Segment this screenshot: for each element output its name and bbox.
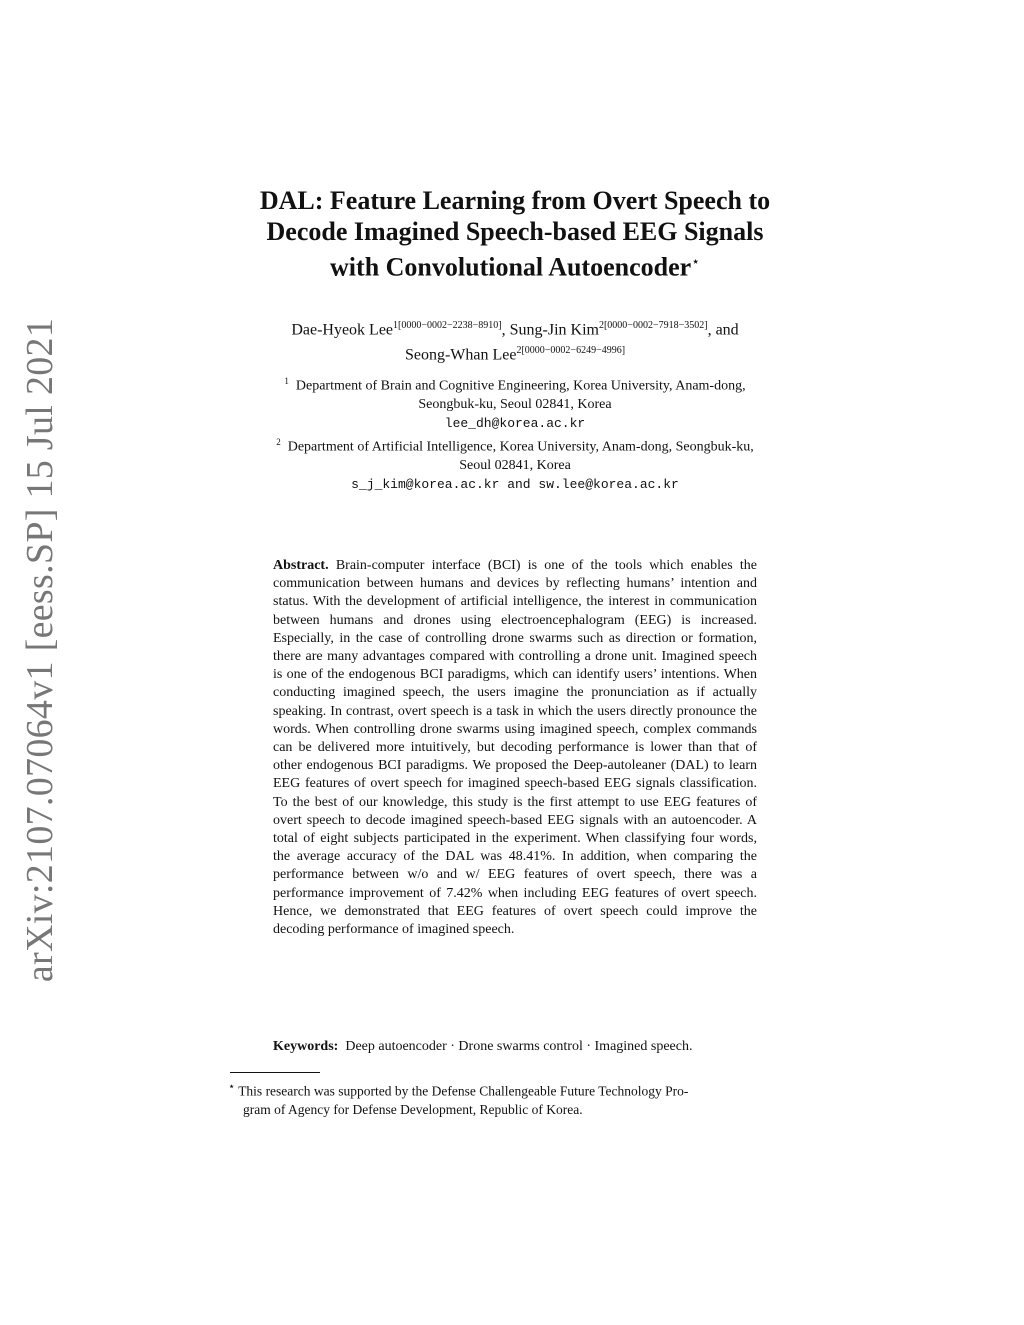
footnote-mark: ⋆ bbox=[228, 1081, 236, 1093]
authors-line-1 bbox=[200, 315, 830, 340]
footnote-line-1: This research was supported by the Defense Challengeable Future Technology Pro- bbox=[238, 1083, 689, 1099]
author-3-orcid: 2[0000−0002−6249−4996] bbox=[516, 345, 626, 357]
affiliation-2-line-1 bbox=[215, 433, 815, 457]
author-3-name: Seong-Whan Lee bbox=[404, 346, 517, 364]
title-line-3 bbox=[160, 247, 870, 283]
keywords bbox=[273, 1038, 773, 1056]
keywords-text: Deep autoencoder · Drone swarms control · Imagined speech. bbox=[345, 1039, 693, 1054]
title-footnote-mark: ⋆ bbox=[691, 255, 700, 270]
footnote-rule bbox=[230, 1072, 320, 1073]
arxiv-identifier-stamp bbox=[0, 0, 90, 1325]
title-line-1: DAL: Feature Learning from Overt Speech to bbox=[259, 186, 771, 215]
affiliations bbox=[215, 372, 815, 494]
affiliation-2-emails[interactable]: s_j_kim@korea.ac.kr and sw.lee@korea.ac.kr bbox=[351, 476, 679, 492]
footnote-line-2: gram of Agency for Defense Development, Republic of Korea. bbox=[243, 1101, 583, 1117]
author-separator: , and bbox=[707, 321, 739, 339]
author-1-name: Dae-Hyeok Lee bbox=[291, 321, 394, 339]
abstract bbox=[273, 557, 757, 939]
affiliation-1-line-2: Seongbuk-ku, Seoul 02841, Korea bbox=[418, 397, 612, 413]
affiliation-2-number: 2 bbox=[276, 437, 281, 448]
abstract-text: Brain-computer interface (BCI) is one of the tools which enables the communication between humans and devices by reflecting humans’ intention and status. With the development of artificial intelligence, the interest in communication between humans and drones using electroencephalogram (EEG) is increased. Especially, in the case of controlling drone swarms such as direction or formation, there are many advantages compared with controlling a drone unit. Imagined speech is one of the endogenous BCI paradigms, which can identify users’ intentions. When conducting imagined speech, the users imagine the pronunciation as if actually speaking. In contrast, overt speech is a task in which the users directly pronounce the words. When controlling drone swarms using imagined speech, complex commands can be delivered more intuitively, but decoding performance is lower than that of other endogenous BCI paradigms. We proposed the Deep-autoleaner (DAL) to learn EEG features of overt speech for imagined speech-based EEG signals classification. To the best of our knowledge, this study is the first attempt to use EEG features of overt speech to decode imagined speech-based EEG signals with an autoencoder. A total of eight subjects participated in the experiment. When classifying four words, the average accuracy of the DAL was 48.41%. In addition, when comparing the performance between w/o and w/ EEG features of overt speech, there was a performance improvement of 7.42% when including EEG features of overt speech. Hence, we demonstrated that EEG features of overt speech could improve the decoding performance of imagined speech. bbox=[273, 558, 757, 938]
authors-line-2 bbox=[200, 340, 830, 365]
affiliation-1-line-1 bbox=[215, 372, 815, 396]
paper-title bbox=[160, 185, 870, 283]
arxiv-stamp-text: arXiv:2107.07064v1 [eess.SP] 15 Jul 2021 bbox=[19, 317, 61, 983]
author-2-name: , Sung-Jin Kim bbox=[501, 321, 599, 339]
author-list bbox=[200, 315, 830, 366]
affiliation-1-text-1: Department of Brain and Cognitive Engineering, Korea University, Anam-dong, bbox=[295, 378, 746, 394]
affiliation-2-text-1: Department of Artificial Intelligence, Korea University, Anam-dong, Seongbuk-ku, bbox=[287, 439, 754, 455]
title-line-2: Decode Imagined Speech-based EEG Signals bbox=[266, 217, 764, 246]
title-line-3-text: with Convolutional Autoencoder bbox=[330, 252, 692, 282]
abstract-label: Abstract. bbox=[273, 558, 329, 573]
affiliation-2-line-2: Seoul 02841, Korea bbox=[459, 458, 571, 474]
author-2-orcid: 2[0000−0002−7918−3502] bbox=[598, 320, 708, 331]
affiliation-1-email[interactable]: lee_dh@korea.ac.kr bbox=[444, 415, 586, 431]
footnote bbox=[228, 1078, 808, 1119]
keywords-label: Keywords: bbox=[273, 1039, 339, 1054]
author-1-orcid: 1[0000−0002−2238−8910] bbox=[393, 320, 502, 331]
affiliation-1-number: 1 bbox=[284, 376, 289, 386]
